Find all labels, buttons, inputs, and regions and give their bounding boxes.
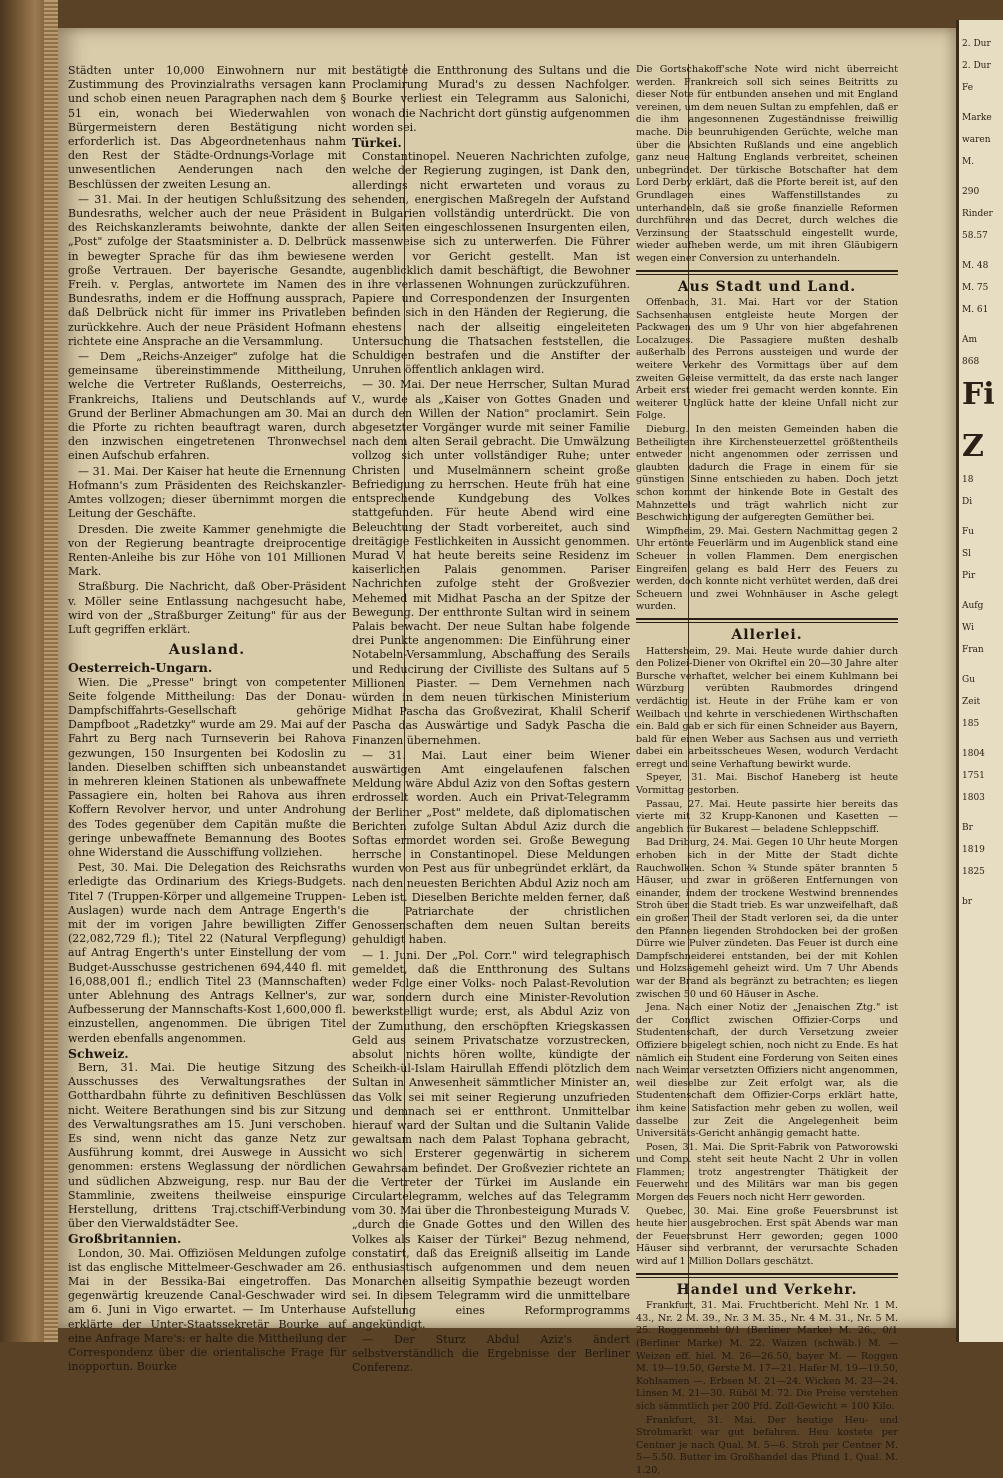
column-3 (636, 64, 898, 1476)
article-paragraph: Pest, 30. Mai. Die Delegation des Reichsraths erledigte das Ordinarium des Kriegs-Budgets. Titel 7 (Truppen-Körper und allgemeine Truppen-Auslagen) wurde nach dem Antrage Engerth's mit der im vorigen Jahre bewilligten Ziffer (22,082,729 fl.); Titel 22 (Natural Verpflegung) auf Antrag Engerth's unter Einstellung der vom Budget-Ausschusse gestrichenen 694,440 fl. mit 16,088,001 fl.; endlich Titel 23 (Mannschaften) unter Ablehnung des Antrags Kellner's, zur Aufbesserung der Mannschafts-Kost 1,600,000 fl. einzustellen, angenommen. Die übrigen Titel werden ebenfalls angenommen. (68, 861, 346, 1045)
article-paragraph: Quebec, 30. Mai. Eine große Feuersbrunst ist heute hier ausgebrochen. Erst spät Abends war man der Feuersbrunst Herr geworden; gegen 1000 Häuser sind verbrannt, der verursachte Schaden wird auf 1 Million Dollars geschätzt. (636, 1205, 898, 1268)
edge-fragment: M. 75 (962, 283, 989, 293)
article-paragraph: Wimpfheim, 29. Mai. Gestern Nachmittag gegen 2 Uhr ertönte Feuerlärm und im Augenblick stand eine Scheuer in vollen Flammen. Dem energischen Eingreifen gelang es bald Herr des Feuers zu werden, doch konnte nicht verhütet werden, daß drei Scheuern und zwei Wohnhäuser in Asche gelegt wurden. (636, 525, 898, 613)
edge-fragment: 290 (962, 187, 980, 197)
edge-fragment: Z (962, 429, 984, 464)
article-paragraph: Jena. Nach einer Notiz der „Jenaischen Ztg." ist der Conflict zwischen Offizier-Corps und Studentenschaft, der durch Versetzung zweier Offiziere beigelegt schien, noch nicht zu Ende. Es hat nämlich ein Student eine Forderung von Seiten eines nach Weimar versetzten Offiziers nicht angenommen, weil dieselbe zur Zeit erfolgt war, als die Studentenschaft dem Offizier-Corps erklärt hatte, ihm keine Satisfaction mehr geben zu wollen, weil dasselbe zur Zeit die Angelegenheit beim Universitäts-Gericht anhängig gemacht hatte. (636, 1002, 898, 1140)
article-paragraph: Speyer, 31. Mai. Bischof Haneberg ist heute Vormittag gestorben. (636, 772, 898, 797)
article-paragraph: Bad Driburg, 24. Mai. Gegen 10 Uhr heute Morgen erhoben sich in der Mitte der Stadt dichte Rauchwolken. Schon ¾ Stunde später brannten 5 Häuser, und zwar in größeren Entfernungen von einander, indem der trockene Westwind brennendes Stroh über die Stadt trieb. Es war unzweifelhaft, daß ein großer Theil der Stadt verloren sei, da die unter den Pfannen liegenden Strohdocken bei der großen Dürre wie Pulver zündeten. Das Feuer ist durch eine Dampfschneiderei entstanden, bei der mit Kohlen und Holzsägemehl geheizt wird. Um 7 Uhr Abends war der Brand als begränzt zu betrachten; es liegen zwischen 50 und 60 Häuser in Asche. (636, 837, 898, 1000)
edge-fragment: Zeit (962, 697, 981, 707)
edge-fragment: 18 (962, 475, 974, 485)
edge-fragment: Br (962, 823, 973, 833)
edge-fragment: Marke (962, 113, 992, 123)
article-paragraph: Wien. Die „Presse" bringt von competenter Seite folgende Mittheilung: Das der Donau-Dampfschiffahrts-Gesellschaft gehörige Dampfboot „Radetzky" wurde am 29. Mai auf der Fahrt zu Berg nach Turnseverin bei Rahova gezwungen, 150 Insurgenten bei Kodoslin zu landen. Dieselben schifften sich unbeanstandet in mehreren kleinen Stationen als unbewaffnete Passagiere ein, holten bei Rahova aus ihren Koffern Revolver hervor, und unter Androhung des Todes gegenüber dem Capitän mußte die geringe unbewaffnete Bemannung des Bootes ohne Widerstand die Ausschiffung vollziehen. (68, 675, 346, 859)
adjacent-page-edge (956, 20, 1003, 1342)
section-heading-handel: Handel und Verkehr. (676, 1281, 858, 1298)
article-paragraph: Passau, 27. Mai. Heute passirte hier bereits das vierte mit 32 Krupp-Kanonen und Kasetten — angeblich für Bukarest — beladene Schleppschiff. (636, 798, 898, 835)
article-paragraph: — 30. Mai. Der neue Herrscher, Sultan Murad V., wurde als „Kaiser von Gottes Gnaden und durch den Willen der Nation" proclamirt. Sein abgesetzter Vorgänger wurde mit seiner Familie nach dem alten Serail gebracht. Die Umwälzung vollzog sich unter vollständiger Ruhe; unter Christen und Muselmännern scheint große Befriedigung zu herrschen. Heute früh hat eine entsprechende Kundgebung des Volkes stattgefunden. Für heute Abend wird eine Beleuchtung der Stadt vorbereitet, auch sind dreitägige Festlichkeiten in Aussicht genommen. Murad V. hat heute bereits seine Residenz im kaiserlichen Palais genommen. Pariser Nachrichten zufolge steht der Großvezier Mehemed mit Midhat Pascha an der Spitze der Bewegung. Der entthronte Sultan wird in seinem Palais bewacht. Der neue Sultan habe folgende drei Punkte angenommen: Die Einführung einer Notabeln-Versammlung, Abschaffung des Serails und Reducirung der Civilliste des Sultans auf 5 Millionen Piaster. — Dem Vernehmen nach würden in dem neuen türkischen Ministerium Midhat Pascha das Großvezirat, Khalil Scherif Pascha das Auswärtige und Sadyk Pascha die Finanzen übernehmen. (352, 378, 630, 747)
edge-fragment: 58.57 (962, 231, 988, 241)
article-paragraph: — 31. Mai. In der heutigen Schlußsitzung des Bundesraths, welcher auch der neue Präsident des Reichskanzleramts beiwohnte, dankte der „Post" zufolge der Staatsminister a. D. Delbrück in bewegter Sprache für das ihm bewiesene große Vertrauen. Der bayerische Gesandte, Freih. v. Perglas, antwortete im Namen des Bundesraths, indem er die Hoffnung aussprach, daß Delbrück nicht für immer ins Privatleben zurückkehre. Auch der neue Präsident Hofmann richtete eine Ansprache an die Versammlung. (68, 192, 346, 348)
edge-fragment: 2. Dur (962, 61, 991, 71)
edge-fragment: M. 61 (962, 305, 989, 315)
edge-fragment: waren (962, 135, 991, 145)
article-paragraph: Offenbach, 31. Mai. Hart vor der Station Sachsenhausen entgleiste heute Morgen der Packwagen des um 9 Uhr von hier abgefahrenen Localzuges. Die Passagiere mußten deshalb außerhalb des Perrons aussteigen und wurde der weitere Verkehr des Vormittags über auf dem zweiten Geleise vermittelt, da das erste nach langer Arbeit erst wieder frei gemacht werden konnte. Ein weiterer Unglück hatte der kleine Unfall nicht zur Folge. (636, 297, 898, 422)
edge-fragment: 1819 (962, 845, 985, 855)
article-paragraph: Dieburg. In den meisten Gemeinden haben die Betheiligten ihre Kirchensteuerzettel größtentheils entweder nicht angenommen oder zerrissen und glaubten dadurch die Frage in einem für sie günstigen Sinne entschieden zu haben. Doch jetzt schon kommt der hinkende Bote in Gestalt des Mahnzettels und trägt wahrlich nicht zur Beschwichtigung der aufgeregten Gemüther bei. (636, 424, 898, 524)
article-paragraph: — Der Sturz Abdul Aziz's ändert selbstverständlich die Ergebnisse der Berliner Conferenz. (352, 1333, 630, 1375)
edge-fragment: Aufg (962, 601, 984, 611)
edge-fragment: Rinder (962, 209, 993, 219)
subsection-heading: Großbritannien. (68, 1231, 182, 1247)
edge-fragment: br (962, 897, 973, 907)
edge-fragment: 185 (962, 719, 980, 729)
edge-fragment: 1803 (962, 793, 985, 803)
edge-fragment: Wi (962, 623, 974, 633)
edge-fragment: Gu (962, 675, 975, 685)
column-2 (352, 64, 630, 1375)
edge-fragment: Fran (962, 645, 984, 655)
edge-fragment: Fi (962, 377, 995, 412)
edge-fragment: 1825 (962, 867, 985, 877)
article-paragraph: bestätigte die Entthronung des Sultans und die Proclamirung Murad's zu dessen Nachfolger. Bourke verliest ein Telegramm aus Salonichi, wonach die Nachricht dort günstig aufgenommen worden sei. (352, 64, 630, 134)
edge-fragment: 1751 (962, 771, 985, 781)
subsection-heading: Schweiz. (68, 1045, 129, 1061)
article-paragraph: — 31. Mai. Der Kaiser hat heute die Ernennung Hofmann's zum Präsidenten des Reichskanzler-Amtes vollzogen; dieser übernimmt morgen die Leitung der Geschäfte. (68, 464, 346, 521)
book-spine (0, 0, 58, 1342)
edge-fragment: M. 48 (962, 261, 989, 271)
section-divider (636, 1273, 898, 1278)
edge-fragment: 1804 (962, 749, 985, 759)
section-divider (636, 618, 898, 623)
article-paragraph: Straßburg. Die Nachricht, daß Ober-Präsident v. Möller seine Entlassung nachgesucht habe, wird von der „Straßburger Zeitung" für aus der Luft gegriffen erklärt. (68, 580, 346, 636)
article-paragraph: Dresden. Die zweite Kammer genehmigte die von der Regierung beantragte dreiprocentige Renten-Anleihe bis zur Höhe von 101 Millionen Mark. (68, 522, 346, 579)
edge-fragment: 2. Dur (962, 39, 991, 49)
subsection-heading: Oesterreich-Ungarn. (68, 660, 213, 676)
edge-fragment: Fe (962, 83, 974, 93)
newspaper-page (58, 28, 956, 1476)
section-heading-ausland: Ausland. (168, 642, 246, 659)
article-paragraph: Die Gortschakoff'sche Note wird nicht überreicht werden. Frankreich soll sich seines Beitritts zu dieser Note für entbunden ansehen und mit England vereinen, um dem neuen Sultan zu empfehlen, daß er die ihm angesonnenen Zugeständnisse freiwillig mache. Die beunruhigenden Gerüchte, welche man über die Absichten Rußlands und eine angeblich ganz neue Haltung Englands verbreitet, scheinen unbegründet. Der türkische Botschafter hat dem Lord Derby erklärt, daß die Pforte bereit ist, auf den Grundlagen eines Waffenstillstandes zu unterhandeln, daß sie große finanzielle Reformen durchführen und das Decret, durch welches die Verzinsung der Staatsschuld eingestellt wurde, wieder aufheben werde, um mit ihren Gläubigern wegen einer Conversion zu unterhandeln. (636, 64, 898, 264)
article-paragraph: Frankfurt, 31. Mai. Der heutige Heu- und Strohmarkt war gut befahren. Heu kostete per Centner je nach Qual. M. 5—6. Stroh per Centner M. 5—5.50. Butter im Großhandel das Pfund 1. Qual. M. 1.20, (636, 1414, 898, 1476)
article-paragraph: Constantinopel. Neueren Nachrichten zufolge, welche der Regierung zugingen, ist Dank den, allerdings nicht erwarteten und voraus zu sehenden, energischen Maßregeln der Aufstand in Bulgarien vollständig unterdrückt. Die von allen Seiten eingeschlossenen Insurgenten eilen, massenweise sich zu unterwerfen. Die Führer werden vor Gericht gestellt. Man ist augenblicklich damit beschäftigt, die Bewohner in ihre verlassenen Wohnungen zurückzuführen. Papiere und Correspondenzen der Insurgenten befinden sich in den Händen der Regierung, die ehestens nach der allseitig eingeleiteten Untersuchung die Thatsachen feststellen, die Schuldigen bestrafen und die Anstifter der Unruhen öffentlich anklagen wird. (352, 150, 630, 377)
article-paragraph: Hattersheim, 29. Mai. Heute wurde dahier durch den Polizei-Diener von Okriftel ein 20—30 Jahre alter Bursche verhaftet, welcher bei einem Kuhlmann bei Würzburg verübten Raubmordes dringend verdächtig ist. Heute in der Frühe kam er von Weilbach und kehrte in verschiedenen Wirthschaften ein. Bald gab er sich für einen Schneider aus Bayern, bald für einen Weber aus Sachsen aus und verrieth dabei ein arbeitsscheues Wesen, wodurch Verdacht erregt und seine Verhaftung bewirkt wurde. (636, 645, 898, 770)
edge-fragment: 868 (962, 357, 980, 367)
article-paragraph: Posen, 31. Mai. Die Sprit-Fabrik von Patworowski und Comp. steht seit heute Nacht 2 Uhr in vollen Flammen; trotz angestrengter Thätigkeit der Feuerwehr und des Militärs war man bis gegen Morgen des Feuers noch nicht Herr geworden. (636, 1141, 898, 1204)
section-heading-allerlei: Allerlei. (731, 626, 803, 643)
section-divider (636, 270, 898, 275)
subsection-heading: Türkei. (352, 135, 402, 151)
edge-fragment: Di (962, 497, 973, 507)
column-1 (68, 64, 346, 1374)
edge-fragment: Pir (962, 571, 976, 581)
article-paragraph: London, 30. Mai. Offiziösen Meldungen zufolge ist das englische Mittelmeer-Geschwader am 26. Mai in der Bessika-Bai eingetroffen. Das gegenwärtig kreuzende Canal-Geschwader wird am 6. Juni in Vigo erwartet. — Im Unterhause erklärte der Unter-Staatssekretär Bourke auf eine Anfrage Mare's: er halte die Mittheilung der Correspondenz über die orientalische Frage für inopportun. Bourke (68, 1246, 346, 1374)
article-paragraph: Frankfurt, 31. Mai. Fruchtbericht. Mehl Nr. 1 M. 43., Nr. 2 M. 39., Nr. 3 M. 35., Nr. 4 M. 31., Nr. 5 M. 25. Roggenmehl 0/1 (Berliner Marke) M. 26., 0/1 (Berliner Marke) M. 22. Waizen (schwäb.) M. — Weizen eff. hiel. M. 26—26.50, bayer M. — Roggen M. 19—19.50, Gerste M. 17—21. Hafer M. 19—19.50, Kohlsamen —. Erbsen M. 21—24. Wicken M. 23—24. Linsen M. 21—30. Rüböl M. 72. Die Preise verstehen sich sämmtlich per 200 Pfd. Zoll-Gewicht = 100 Kilo. (636, 1300, 898, 1412)
article-paragraph: Städten unter 10,000 Einwohnern nur mit Zustimmung des Provinzialraths versagen kann und schob einen neuen Paragraphen nach dem § 51 ein, wonach bei Wiederwahlen von Bürgermeistern deren Bestätigung nicht erforderlich ist. Das Abgeordnetenhaus nahm den Rest der Städte-Ordnungs-Vorlage mit unwesentlichen Aenderungen nach den Beschlüssen der zweiten Lesung an. (68, 64, 346, 191)
edge-fragment: M. (962, 157, 975, 167)
section-heading-stadt: Aus Stadt und Land. (677, 278, 857, 295)
article-paragraph: — 31. Mai. Laut einer beim Wiener auswärtigen Amt eingelaufenen falschen Meldung wäre Abdul Aziz von den Softas gestern erdrosselt worden. Auch ein Privat-Telegramm der Berliner „Post" meldete, daß diplomatischen Berichten zufolge Sultan Abdul Aziz durch die Softas ermordet worden sei. Große Bewegung herrsche in Constantinopel. Diese Meldungen wurden von Pest aus für unbegründet erklärt, da nach den neuesten Berichten Abdul Aziz noch am Leben ist. Dieselben Berichte melden ferner, daß die Patriarchate der christlichen Genossenschaften dem neuen Sultan bereits gehuldigt haben. (352, 748, 630, 947)
article-paragraph: — 1. Juni. Der „Pol. Corr." wird telegraphisch gemeldet, daß die Entthronung des Sultans weder Folge einer Volks- noch Palast-Revolution war, sondern durch eine Minister-Revolution bewerkstelligt wurde; erst, als Abdul Aziz von der Zumuthung, den erschöpften Kriegskassen Geld aus seinem Privatschatze vorzustrecken, absolut nichts hören wollte, kündigte der Scheikh-ül-Islam Hairullah Effendi plötzlich dem Sultan in Anwesenheit sämmtlicher Minister an, das Volk sei mit seiner Regierung unzufrieden und demnach sei er entthront. Unmittelbar hierauf ward der Sultan und die Sultanin Valide gewaltsam nach dem Palast Tophana gebracht, wo sich Ersterer gegenwärtig in sicherem Gewahrsam befindet. Der Großvezier richtete an die Vertreter der Türkei im Auslande ein Circulartelegramm, welches auf das Telegramm vom 30. Mai über die Thronbesteigung Murads V. „durch die Gnade Gottes und den Willen des Volkes als Kaiser der Türkei" Bezug nehmend, constatirt, daß das Ereigniß allseitig im Lande enthusiastisch aufgenommen und dem neuen Monarchen allseitig Sympathie bezeugt worden sei. In diesem Telegramm wird die unmittelbare Aufstellung eines Reformprogramms angekündigt. (352, 948, 630, 1331)
edge-fragment: Am (962, 335, 978, 345)
article-paragraph: — Dem „Reichs-Anzeiger" zufolge hat die gemeinsame übereinstimmende Mittheilung, welche die Vertreter Rußlands, Oesterreichs, Frankreichs, Italiens und Deutschlands auf Grund der Berliner Abmachungen am 30. Mai an die Pforte zu richten beauftragt waren, durch den inzwischen eingetretenen Thronwechsel einen Aufschub erfahren. (68, 350, 346, 463)
edge-fragment: Fu (962, 527, 975, 537)
article-paragraph: Bern, 31. Mai. Die heutige Sitzung des Ausschusses des Verwaltungsrathes der Gotthardbahn führte zu definitiven Beschlüssen nicht. Weitere Berathungen sind bis zur Sitzung des Verwaltungsrathes am 15. Juni verschoben. Es sind, wenn nicht das ganze Netz zur Ausführung kommt, drei Auswege in Aussicht genommen: erstens Weglassung der nördlichen und südlichen Abzweigung, resp. nur Bau der Stammlinie, zweitens theilweise einspurige Herstellung, drittens Traj.ctschiff-Verbindung über den Vierwaldstädter See. (68, 1061, 346, 1231)
edge-fragment: Sl (962, 549, 972, 559)
